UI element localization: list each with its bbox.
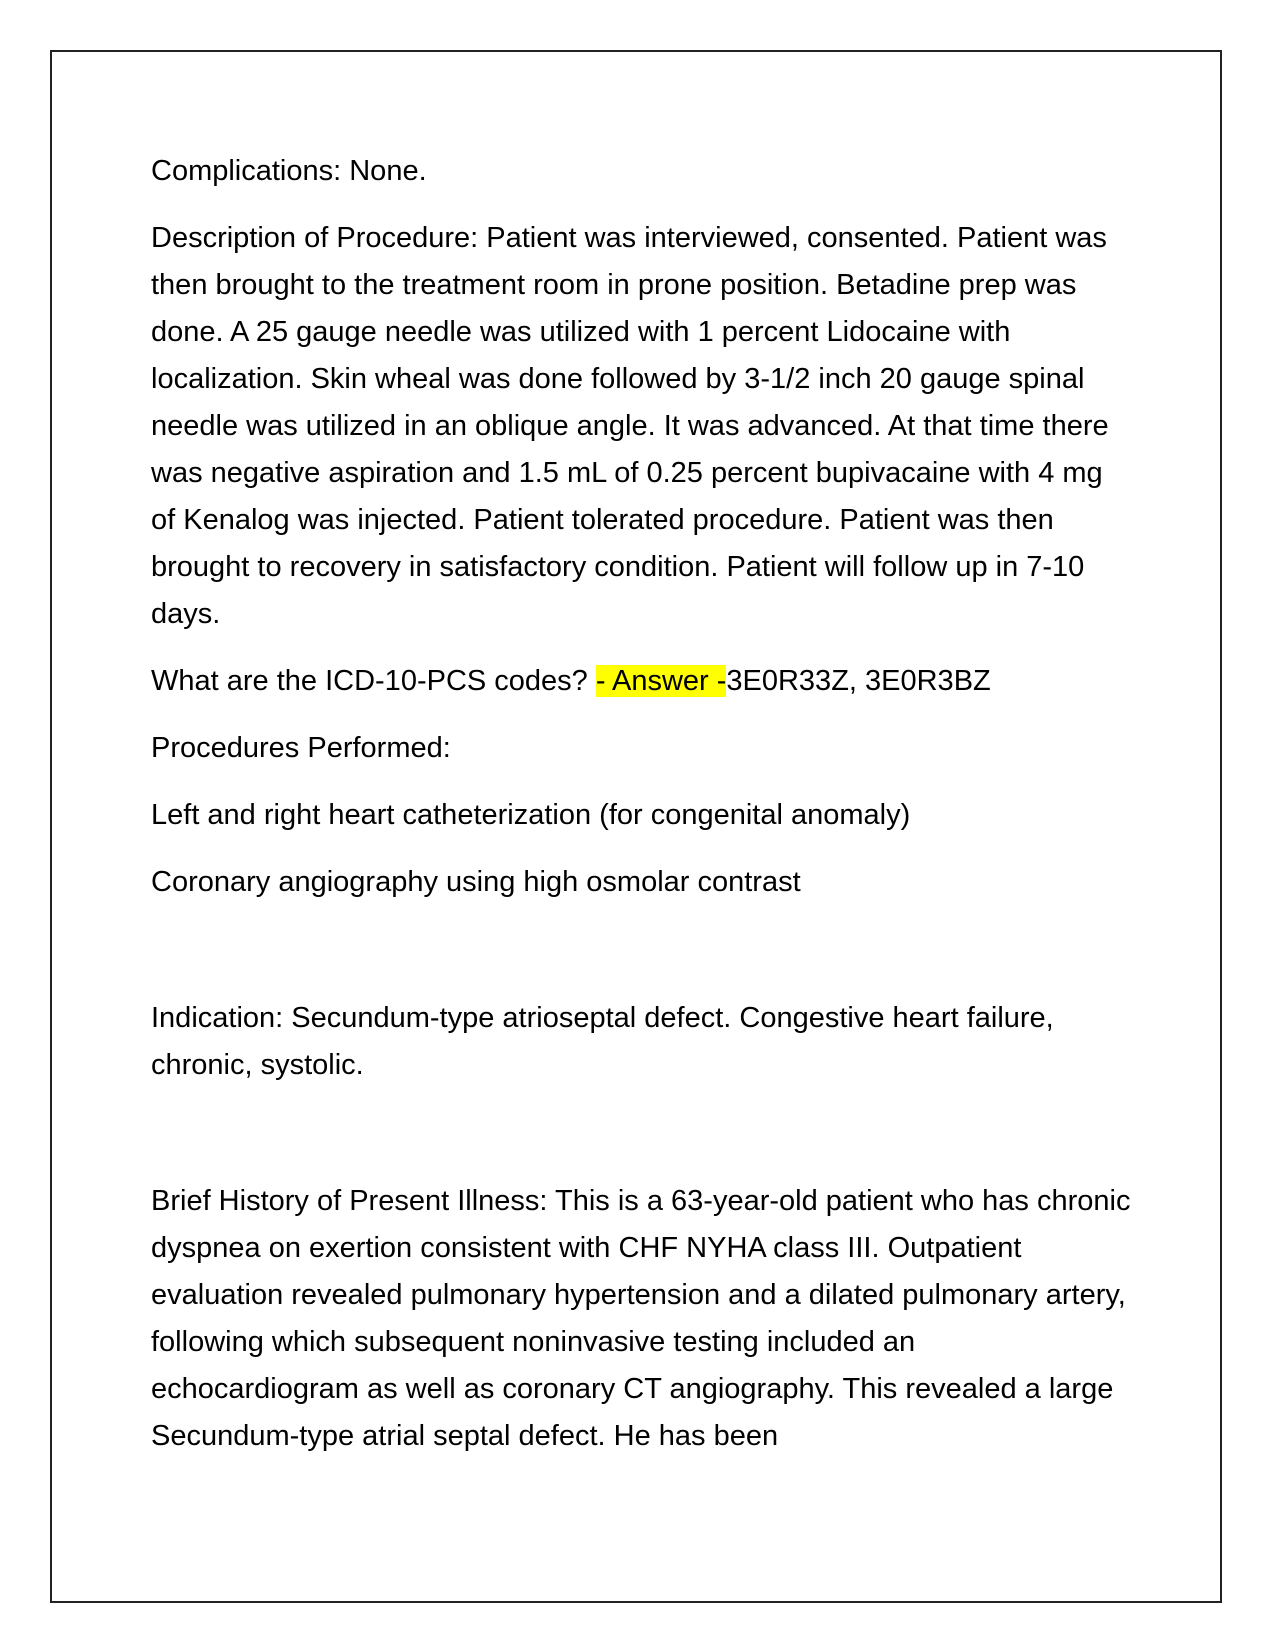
procedure-item: Coronary angiography using high osmolar contrast: [151, 866, 801, 898]
complications-paragraph: Complications: None.: [151, 155, 427, 187]
answer-codes: 3E0R33Z, 3E0R3BZ: [726, 665, 991, 697]
history-paragraph: Brief History of Present Illness: This is a 63-year-old patient who has chronic dyspnea on exertion consistent with CHF NYHA class III. Outpatient evaluation revealed pulmonary hypertension and a dilated pulmonary artery, following which subsequent noninvasive testing included an echocardiogram as well as coronary CT angiography. This revealed a large Secundum-type atrial septal defect. He has been: [151, 1185, 1131, 1452]
document-body: [151, 148, 1131, 1460]
procedures-heading: Procedures Performed:: [151, 732, 451, 764]
answer-highlight: - Answer -: [595, 665, 727, 697]
indication-paragraph: Indication: Secundum-type atrioseptal defect. Congestive heart failure, chronic, systolic.: [151, 1002, 1054, 1081]
question-paragraph: [151, 658, 1131, 705]
question-text: What are the ICD-10-PCS codes?: [151, 665, 596, 697]
procedure-item: Left and right heart catheterization (for congenital anomaly): [151, 799, 911, 831]
description-paragraph: Description of Procedure: Patient was interviewed, consented. Patient was then brought to the treatment room in prone position. Betadine prep was done. A 25 gauge needle was utilized with 1 percent Lidocaine with localization. Skin wheal was done followed by 3-1/2 inch 20 gauge spinal needle was utilized in an oblique angle. It was advanced. At that time there was negative aspiration and 1.5 mL of 0.25 percent bupivacaine with 4 mg of Kenalog was injected. Patient tolerated procedure. Patient was then brought to recovery in satisfactory condition. Patient will follow up in 7-10 days.: [151, 222, 1109, 630]
